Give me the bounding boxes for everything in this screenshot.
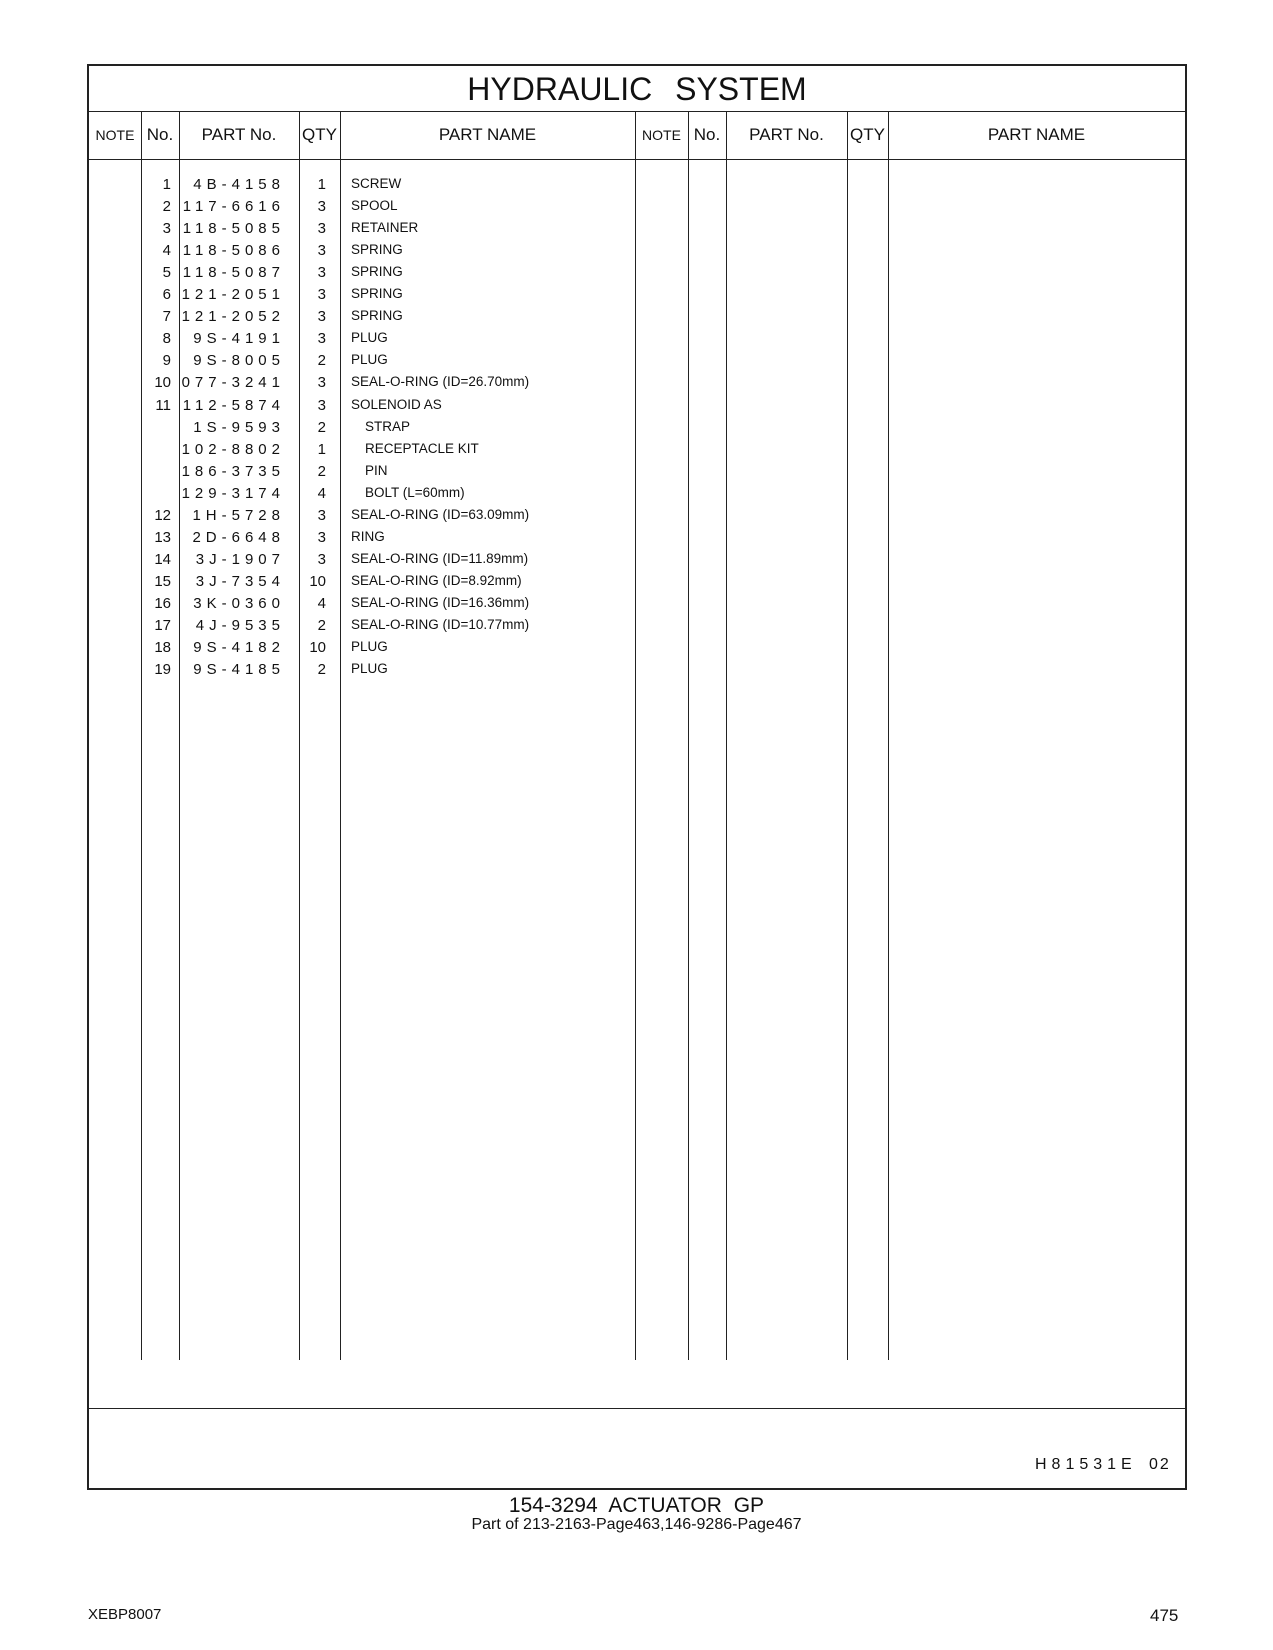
part-name: SEAL-O-RING (ID=26.70mm) (351, 374, 530, 390)
item-number: 17 (154, 617, 171, 634)
part-name: SEAL-O-RING (ID=16.36mm) (351, 594, 530, 610)
part-number: 077-3241 (181, 374, 285, 392)
drawing-code: H81531E (1035, 1456, 1137, 1473)
part-number: 1H-5728 (192, 506, 285, 524)
table-row (89, 198, 1185, 220)
table-row (89, 617, 1185, 639)
table-row (89, 529, 1185, 551)
header-note-right: NOTE (642, 127, 681, 143)
table-row (89, 573, 1185, 595)
item-number: 3 (162, 220, 171, 238)
table-row (89, 551, 1185, 573)
part-number: 129-3174 (181, 484, 285, 502)
quantity: 3 (317, 264, 326, 282)
document-id: XEBP8007 (88, 1606, 162, 1623)
quantity: 3 (317, 374, 326, 392)
part-name: RING (351, 528, 385, 544)
part-name: SEAL-O-RING (ID=8.92mm) (351, 572, 522, 588)
part-name: SPRING (351, 286, 403, 302)
table-row (89, 308, 1185, 330)
quantity: 3 (317, 198, 326, 216)
table-row (89, 220, 1185, 242)
item-number: 4 (162, 242, 171, 260)
item-number: 9 (162, 352, 171, 370)
table-header (89, 112, 1185, 160)
quantity: 10 (309, 639, 326, 657)
part-name: BOLT (L=60mm) (365, 484, 465, 500)
part-name: STRAP (365, 418, 411, 434)
part-number: 9S-4182 (193, 639, 285, 657)
table-row (89, 639, 1185, 661)
part-number: 118-5085 (182, 220, 285, 238)
part-name: RETAINER (351, 220, 419, 236)
header-qty-left: QTY (302, 125, 337, 144)
part-name: SPOOL (351, 198, 398, 214)
table-row (89, 485, 1185, 507)
part-number: 2D-6648 (192, 528, 285, 546)
quantity: 3 (317, 396, 326, 414)
part-number: 9S-4185 (193, 661, 285, 679)
table-row (89, 264, 1185, 286)
item-number: 13 (154, 528, 171, 546)
item-number: 18 (154, 639, 171, 657)
quantity: 3 (317, 330, 326, 348)
table-bottom-rule (89, 1408, 1185, 1409)
section-title: HYDRAULIC SYSTEM (89, 66, 1185, 112)
header-no-right: No. (693, 125, 721, 144)
part-name: PLUG (351, 352, 388, 368)
table-row (89, 176, 1185, 198)
quantity: 3 (317, 528, 326, 546)
header-part-name-left: PART NAME (438, 125, 537, 144)
quantity: 3 (317, 286, 326, 304)
quantity: 2 (317, 661, 326, 679)
quantity: 10 (309, 572, 326, 590)
part-number: 112-5874 (182, 396, 285, 414)
part-number: 3J-1907 (195, 550, 285, 568)
quantity: 3 (317, 308, 326, 326)
quantity: 1 (317, 176, 326, 193)
item-number: 19 (154, 661, 171, 679)
quantity: 3 (317, 242, 326, 260)
part-number: 102-8802 (181, 440, 285, 458)
part-number: 121-2052 (181, 308, 285, 326)
table-row (89, 441, 1185, 463)
table-row (89, 419, 1185, 441)
part-number: 4J-9535 (195, 617, 285, 634)
part-number: 186-3735 (181, 462, 285, 480)
table-row (89, 330, 1185, 352)
quantity: 4 (317, 594, 326, 612)
quantity: 2 (317, 352, 326, 370)
item-number: 8 (162, 330, 171, 348)
part-name: SEAL-O-RING (ID=11.89mm) (351, 550, 529, 566)
table-row (89, 397, 1185, 419)
part-name: SEAL-O-RING (ID=10.77mm) (351, 617, 530, 632)
item-number: 15 (154, 572, 171, 590)
item-number: 16 (154, 594, 171, 612)
part-name: PIN (365, 462, 388, 478)
item-number: 10 (154, 374, 171, 392)
assembly-title: 154-3294 ACTUATOR GP (508, 1494, 765, 1517)
item-number: 11 (155, 396, 171, 414)
part-of-reference: Part of 213-2163-Page463,146-9286-Page467 (471, 1516, 802, 1533)
header-part-no-right: PART No. (749, 125, 824, 144)
header-no-left: No. (146, 125, 174, 144)
part-name: SPRING (351, 242, 403, 258)
item-number: 5 (162, 264, 171, 282)
table-row (89, 374, 1185, 396)
drawing-revision: 02 (1149, 1456, 1171, 1473)
table-row (89, 507, 1185, 529)
table-row (89, 286, 1185, 308)
part-number: 4B-4158 (193, 176, 285, 193)
table-row (89, 352, 1185, 374)
header-qty-right: QTY (850, 125, 885, 144)
part-number: 9S-8005 (193, 352, 285, 370)
parts-table-frame (87, 64, 1187, 1490)
quantity: 3 (317, 550, 326, 568)
part-number: 9S-4191 (193, 330, 285, 348)
quantity: 2 (317, 617, 326, 634)
part-number: 3J-7354 (195, 572, 285, 590)
part-name: PLUG (351, 330, 388, 346)
table-row (89, 242, 1185, 264)
quantity: 4 (317, 484, 326, 502)
header-part-no-left: PART No. (201, 125, 277, 144)
item-number: 6 (162, 286, 171, 304)
part-number: 118-5087 (182, 264, 285, 282)
part-number: 118-5086 (182, 242, 285, 260)
header-note-left: NOTE (95, 127, 135, 143)
item-number: 1 (162, 176, 171, 193)
quantity: 3 (317, 506, 326, 524)
part-name: SPRING (351, 264, 403, 280)
part-number: 121-2051 (181, 286, 285, 304)
header-part-name-right: PART NAME (987, 125, 1086, 144)
item-number: 2 (162, 198, 171, 216)
item-number: 7 (162, 308, 171, 326)
quantity: 2 (317, 462, 326, 480)
page-number: 475 (1150, 1606, 1179, 1625)
quantity: 3 (317, 220, 326, 238)
part-name: SPRING (351, 308, 403, 324)
table-row (89, 595, 1185, 617)
part-name: SEAL-O-RING (ID=63.09mm) (351, 506, 530, 522)
quantity: 1 (317, 440, 326, 458)
item-number: 14 (154, 550, 171, 568)
part-name: PLUG (351, 639, 388, 655)
part-name: SCREW (351, 176, 402, 191)
part-number: 3K-0360 (193, 594, 285, 612)
part-name: PLUG (351, 661, 388, 677)
table-row (89, 661, 1185, 683)
part-number: 117-6616 (182, 198, 285, 216)
quantity: 2 (317, 418, 326, 436)
part-number: 1S-9593 (193, 418, 285, 436)
item-number: 12 (154, 506, 171, 524)
part-name: RECEPTACLE KIT (365, 440, 479, 456)
part-name: SOLENOID AS (351, 396, 442, 412)
table-row (89, 463, 1185, 485)
